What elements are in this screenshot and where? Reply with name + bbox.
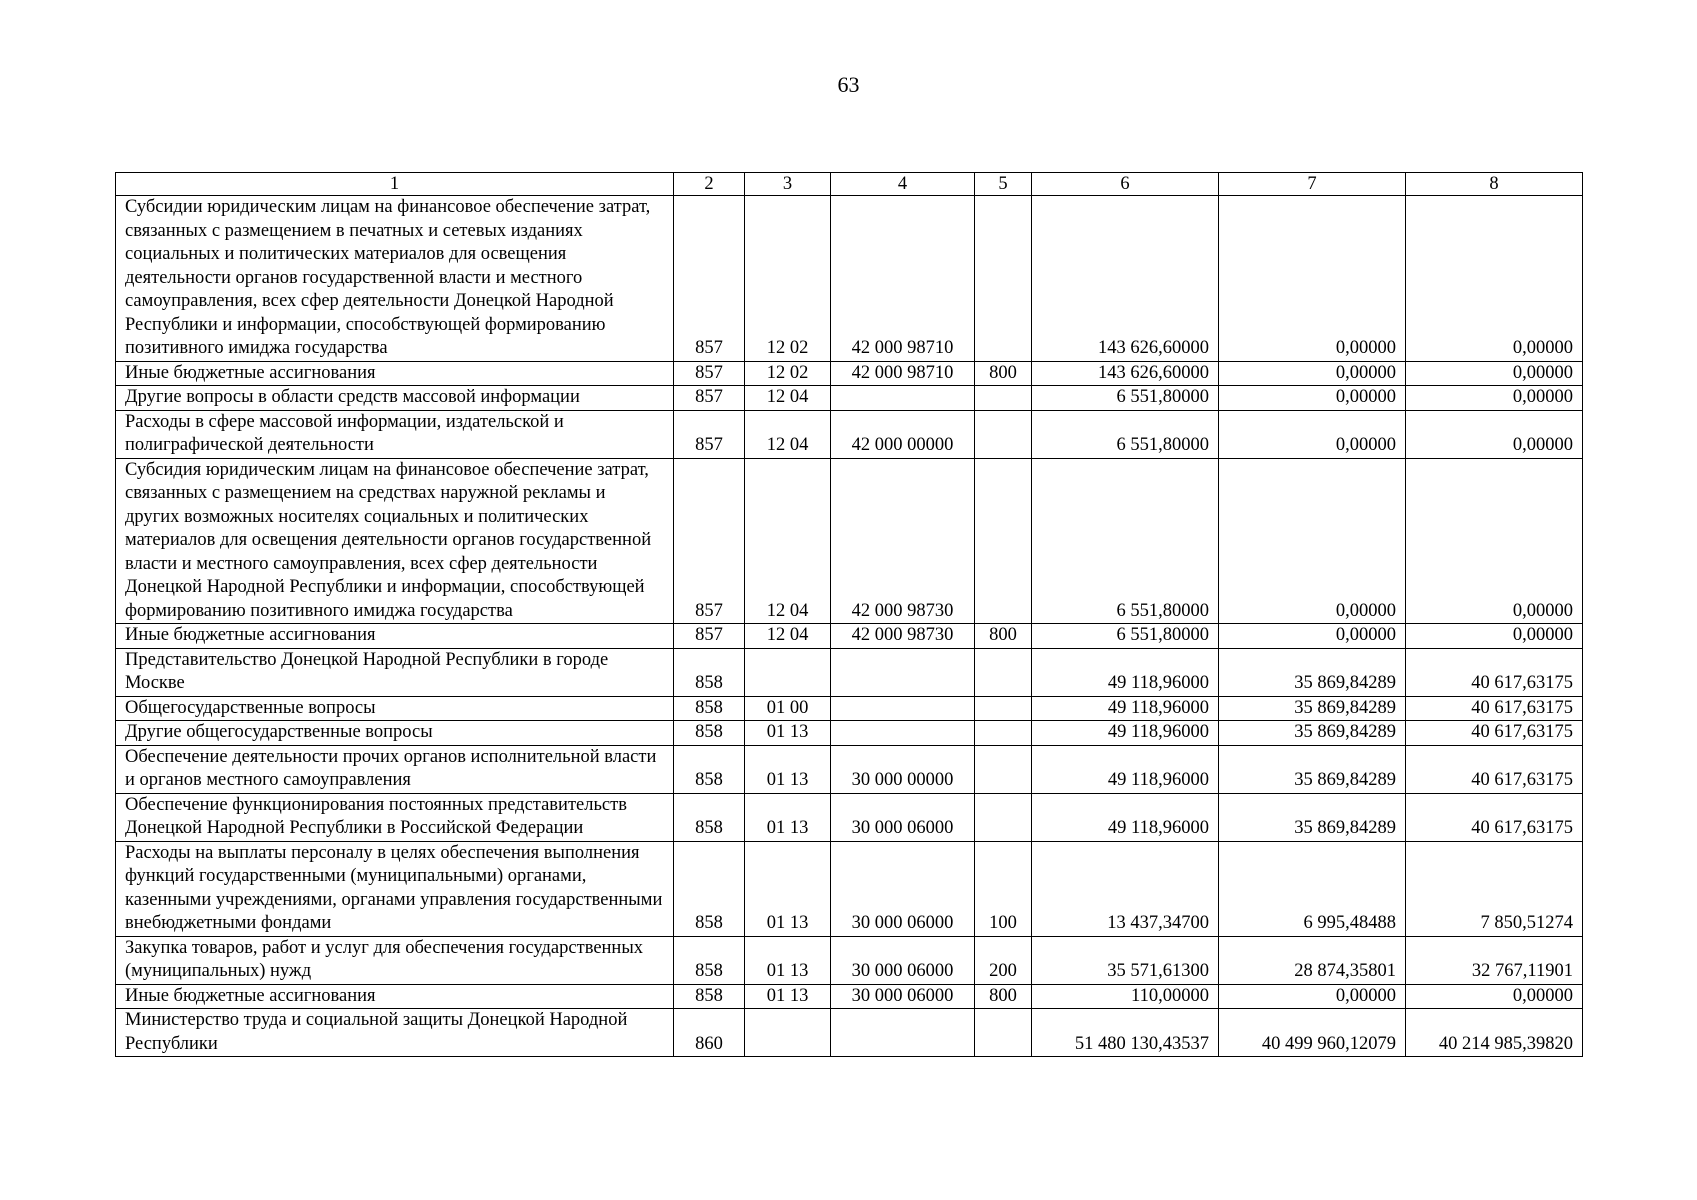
amount-col-7: 0,00000 <box>1219 196 1406 362</box>
column-header: 2 <box>674 173 745 196</box>
ministry-code: 858 <box>674 745 745 793</box>
amount-col-7: 0,00000 <box>1219 624 1406 649</box>
section-code <box>745 648 831 696</box>
expense-type-code <box>975 745 1032 793</box>
amount-col-6: 49 118,96000 <box>1032 745 1219 793</box>
table-row <box>116 648 1583 696</box>
amount-col-6: 143 626,60000 <box>1032 361 1219 386</box>
section-code: 12 02 <box>745 361 831 386</box>
ministry-code: 858 <box>674 936 745 984</box>
amount-col-8: 0,00000 <box>1406 984 1583 1009</box>
column-header: 6 <box>1032 173 1219 196</box>
expense-type-code <box>975 696 1032 721</box>
page-number: 63 <box>837 72 860 97</box>
section-code: 01 00 <box>745 696 831 721</box>
section-code: 01 13 <box>745 745 831 793</box>
amount-col-6: 6 551,80000 <box>1032 458 1219 624</box>
ministry-code: 857 <box>674 361 745 386</box>
target-article-code: 42 000 98710 <box>831 196 975 362</box>
target-article-code <box>831 648 975 696</box>
amount-col-8: 7 850,51274 <box>1406 841 1583 936</box>
expense-type-code <box>975 458 1032 624</box>
amount-col-7: 35 869,84289 <box>1219 696 1406 721</box>
table-row <box>116 984 1583 1009</box>
amount-col-8: 0,00000 <box>1406 196 1583 362</box>
column-header: 8 <box>1406 173 1583 196</box>
ministry-code: 857 <box>674 196 745 362</box>
section-code: 01 13 <box>745 984 831 1009</box>
amount-col-6: 49 118,96000 <box>1032 793 1219 841</box>
row-name: Расходы на выплаты персоналу в целях обеспечения выполнения функций государственными (муниципальными) органами, казенными учреждениями, органами управления государственными внебюджетными фондами <box>116 841 674 936</box>
target-article-code: 42 000 98710 <box>831 361 975 386</box>
amount-col-7: 35 869,84289 <box>1219 793 1406 841</box>
amount-col-6: 6 551,80000 <box>1032 386 1219 411</box>
ministry-code: 858 <box>674 696 745 721</box>
amount-col-7: 6 995,48488 <box>1219 841 1406 936</box>
amount-col-8: 0,00000 <box>1406 410 1583 458</box>
table-row <box>116 793 1583 841</box>
expense-type-code <box>975 410 1032 458</box>
column-header: 3 <box>745 173 831 196</box>
expense-type-code <box>975 386 1032 411</box>
row-name: Представительство Донецкой Народной Республики в городе Москве <box>116 648 674 696</box>
table-row <box>116 721 1583 746</box>
row-name: Другие общегосударственные вопросы <box>116 721 674 746</box>
amount-col-8: 32 767,11901 <box>1406 936 1583 984</box>
amount-col-7: 35 869,84289 <box>1219 721 1406 746</box>
table-body <box>116 196 1583 1057</box>
target-article-code: 30 000 06000 <box>831 793 975 841</box>
amount-col-8: 0,00000 <box>1406 458 1583 624</box>
table-row <box>116 1009 1583 1057</box>
row-name: Обеспечение функционирования постоянных представительств Донецкой Народной Республики в Российской Федерации <box>116 793 674 841</box>
amount-col-6: 49 118,96000 <box>1032 721 1219 746</box>
row-name: Субсидии юридическим лицам на финансовое обеспечение затрат, связанных с размещением в печатных и сетевых изданиях социальных и политических материалов для освещения деятельности органов государственной власти и местного самоуправления, всех сфер деятельности Донецкой Народной Республики и информации, способствующей формированию позитивного имиджа государства <box>116 196 674 362</box>
section-code: 01 13 <box>745 841 831 936</box>
amount-col-8: 40 617,63175 <box>1406 721 1583 746</box>
amount-col-7: 40 499 960,12079 <box>1219 1009 1406 1057</box>
row-name: Общегосударственные вопросы <box>116 696 674 721</box>
column-header: 4 <box>831 173 975 196</box>
section-code: 12 04 <box>745 458 831 624</box>
table-row <box>116 361 1583 386</box>
row-name: Министерство труда и социальной защиты Донецкой Народной Республики <box>116 1009 674 1057</box>
target-article-code: 30 000 06000 <box>831 841 975 936</box>
table-row <box>116 458 1583 624</box>
table-row <box>116 410 1583 458</box>
row-name: Обеспечение деятельности прочих органов исполнительной власти и органов местного самоуправления <box>116 745 674 793</box>
table-row <box>116 696 1583 721</box>
amount-col-8: 40 617,63175 <box>1406 745 1583 793</box>
section-code: 01 13 <box>745 793 831 841</box>
table-row <box>116 841 1583 936</box>
expense-type-code: 800 <box>975 361 1032 386</box>
expense-type-code: 800 <box>975 984 1032 1009</box>
ministry-code: 858 <box>674 984 745 1009</box>
amount-col-6: 49 118,96000 <box>1032 648 1219 696</box>
amount-col-7: 0,00000 <box>1219 410 1406 458</box>
amount-col-6: 13 437,34700 <box>1032 841 1219 936</box>
amount-col-6: 51 480 130,43537 <box>1032 1009 1219 1057</box>
row-name: Расходы в сфере массовой информации, издательской и полиграфической деятельности <box>116 410 674 458</box>
amount-col-6: 35 571,61300 <box>1032 936 1219 984</box>
amount-col-7: 0,00000 <box>1219 984 1406 1009</box>
column-header: 7 <box>1219 173 1406 196</box>
target-article-code: 30 000 00000 <box>831 745 975 793</box>
section-code: 12 04 <box>745 410 831 458</box>
ministry-code: 857 <box>674 410 745 458</box>
column-header: 5 <box>975 173 1032 196</box>
amount-col-7: 0,00000 <box>1219 458 1406 624</box>
amount-col-8: 0,00000 <box>1406 386 1583 411</box>
table-row <box>116 745 1583 793</box>
target-article-code <box>831 386 975 411</box>
table-row <box>116 936 1583 984</box>
target-article-code: 30 000 06000 <box>831 984 975 1009</box>
section-code: 12 04 <box>745 386 831 411</box>
target-article-code: 42 000 98730 <box>831 458 975 624</box>
section-code: 01 13 <box>745 721 831 746</box>
section-code <box>745 1009 831 1057</box>
expense-type-code <box>975 648 1032 696</box>
expense-type-code <box>975 1009 1032 1057</box>
target-article-code <box>831 1009 975 1057</box>
expense-type-code <box>975 721 1032 746</box>
expense-type-code <box>975 196 1032 362</box>
expense-type-code: 200 <box>975 936 1032 984</box>
ministry-code: 857 <box>674 386 745 411</box>
expense-type-code <box>975 793 1032 841</box>
amount-col-6: 143 626,60000 <box>1032 196 1219 362</box>
section-code: 12 02 <box>745 196 831 362</box>
expense-type-code: 100 <box>975 841 1032 936</box>
row-name: Субсидия юридическим лицам на финансовое обеспечение затрат, связанных с размещением на средствах наружной рекламы и других возможных носителях социальных и политических материалов для освещения деятельности органов государственной власти и местного самоуправления, всех сфер деятельности Донецкой Народной Республики и информации, способствующей формированию позитивного имиджа государства <box>116 458 674 624</box>
table-header-row <box>116 173 1583 196</box>
row-name: Иные бюджетные ассигнования <box>116 624 674 649</box>
row-name: Закупка товаров, работ и услуг для обеспечения государственных (муниципальных) нужд <box>116 936 674 984</box>
amount-col-8: 40 617,63175 <box>1406 793 1583 841</box>
ministry-code: 860 <box>674 1009 745 1057</box>
table-row <box>116 386 1583 411</box>
amount-col-6: 6 551,80000 <box>1032 624 1219 649</box>
ministry-code: 857 <box>674 458 745 624</box>
budget-table <box>115 172 1583 1057</box>
amount-col-7: 0,00000 <box>1219 361 1406 386</box>
amount-col-6: 6 551,80000 <box>1032 410 1219 458</box>
target-article-code <box>831 721 975 746</box>
amount-col-8: 40 617,63175 <box>1406 648 1583 696</box>
table-row <box>116 624 1583 649</box>
amount-col-7: 0,00000 <box>1219 386 1406 411</box>
row-name: Иные бюджетные ассигнования <box>116 361 674 386</box>
target-article-code <box>831 696 975 721</box>
amount-col-7: 35 869,84289 <box>1219 745 1406 793</box>
amount-col-8: 40 214 985,39820 <box>1406 1009 1583 1057</box>
target-article-code: 42 000 00000 <box>831 410 975 458</box>
ministry-code: 858 <box>674 648 745 696</box>
column-header: 1 <box>116 173 674 196</box>
target-article-code: 42 000 98730 <box>831 624 975 649</box>
amount-col-8: 0,00000 <box>1406 624 1583 649</box>
table-row <box>116 196 1583 362</box>
target-article-code: 30 000 06000 <box>831 936 975 984</box>
ministry-code: 858 <box>674 721 745 746</box>
expense-type-code: 800 <box>975 624 1032 649</box>
row-name: Другие вопросы в области средств массовой информации <box>116 386 674 411</box>
row-name: Иные бюджетные ассигнования <box>116 984 674 1009</box>
ministry-code: 858 <box>674 841 745 936</box>
amount-col-8: 0,00000 <box>1406 361 1583 386</box>
amount-col-7: 28 874,35801 <box>1219 936 1406 984</box>
amount-col-8: 40 617,63175 <box>1406 696 1583 721</box>
section-code: 01 13 <box>745 936 831 984</box>
amount-col-6: 49 118,96000 <box>1032 696 1219 721</box>
amount-col-6: 110,00000 <box>1032 984 1219 1009</box>
amount-col-7: 35 869,84289 <box>1219 648 1406 696</box>
ministry-code: 858 <box>674 793 745 841</box>
ministry-code: 857 <box>674 624 745 649</box>
section-code: 12 04 <box>745 624 831 649</box>
